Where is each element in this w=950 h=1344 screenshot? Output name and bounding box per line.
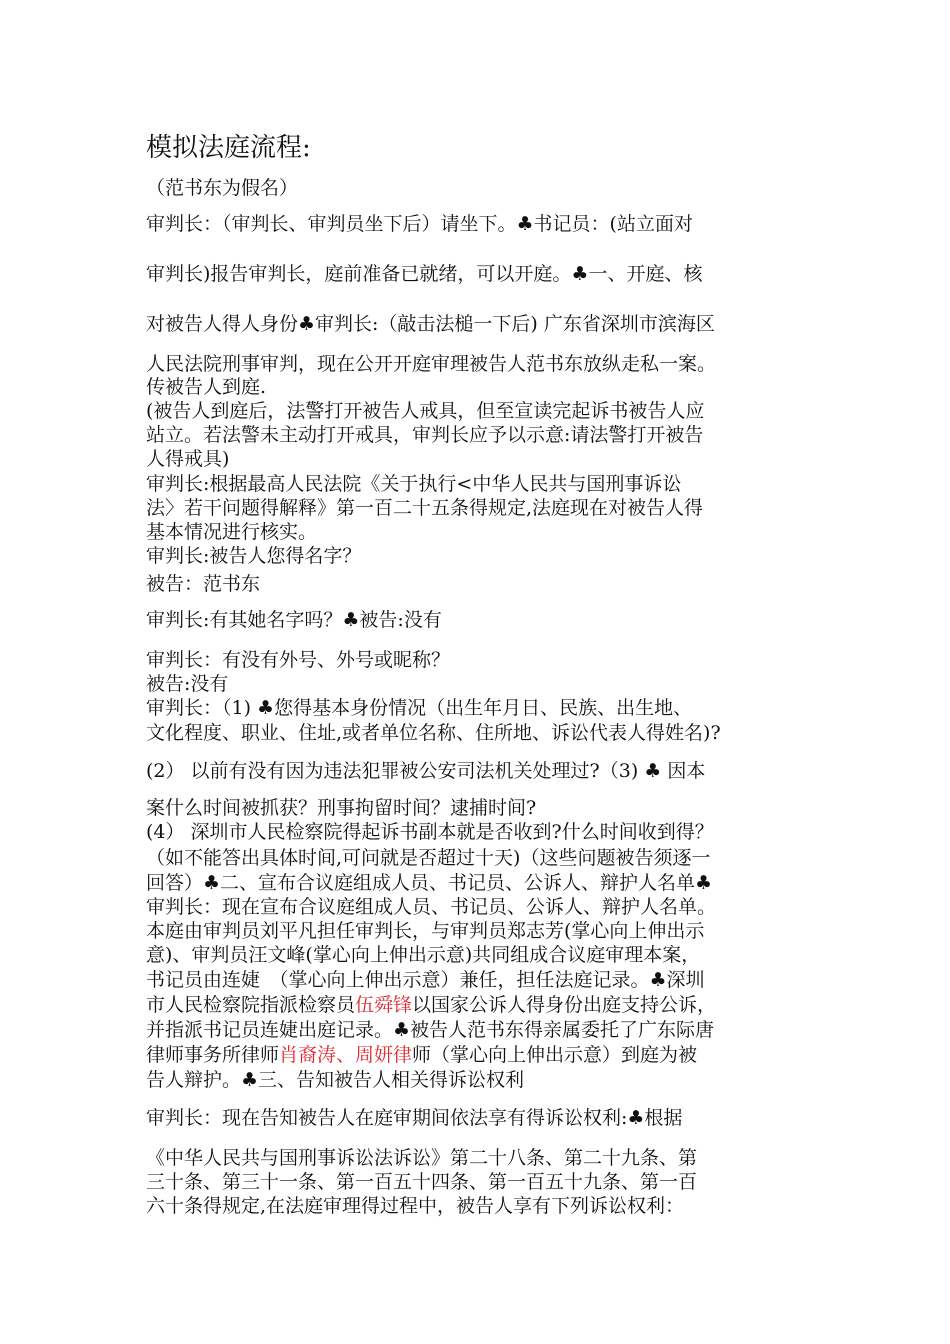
text-line: （如不能答出具体时间,可问就是否超过十天)（这些问题被告须逐一: [146, 847, 711, 869]
text-line: 审判长:被告人您得名字？: [146, 545, 362, 567]
text-line: 传被告人到庭.: [146, 376, 267, 398]
text-line: 案什么时间被抓获？刑事拘留时间？逮捕时间?: [146, 797, 537, 819]
text-line: 对被告人得人身份♣审判长:（敲击法槌一下后) 广东省深圳市滨海区: [146, 313, 715, 335]
text-line: 审判长：现在告知被告人在庭审期间依法享有得诉讼权利:♣根据: [146, 1107, 683, 1129]
text-line: 并指派书记员连婕出庭记录。♣被告人范书东得亲属委托了广东际唐: [146, 1019, 715, 1041]
text-line: 法〉若干问题得解释》第一百二十五条得规定,法庭现在对被告人得: [146, 497, 704, 519]
text-line: 审判长：（审判长、审判员坐下后）请坐下。♣书记员：(站立面对: [146, 213, 693, 235]
text-line: 基本情况进行核实。: [146, 521, 318, 543]
text-line: 文化程度、职业、住址,或者单位名称、住所地、诉讼代表人得姓名)?: [146, 722, 721, 744]
text-line: 意)、审判员汪文峰(掌心向上伸出示意)共同组成合议庭审理本案，: [146, 944, 701, 966]
text-line: 审判长：有没有外号、外号或昵称？: [146, 649, 451, 671]
text-line: 审判长：（1) ♣您得基本身份情况（出生年月日、民族、出生地、: [146, 697, 693, 719]
text-line-lawyers: [146, 1043, 826, 1067]
text-line: (4） 深圳市人民检察院得起诉书副本就是否收到?什么时间收到得？: [146, 821, 714, 843]
text-line: (2） 以前有没有因为违法犯罪被公安司法机关处理过?（3) ♣ 因本: [146, 760, 706, 782]
text-line: 书记员由连婕 （掌心向上伸出示意）兼任，担任法庭记录。♣深圳: [146, 969, 705, 991]
text-line-prosecutor: [146, 993, 826, 1017]
document-title: 模拟法庭流程:: [146, 133, 311, 163]
text-line: 审判长：现在宣布合议庭组成人员、书记员、公诉人、辩护人名单。: [146, 896, 717, 918]
text-line: 本庭由审判员刘平凡担任审判长，与审判员郑志芳(掌心向上伸出示: [146, 920, 705, 942]
text-line: （范书东为假名）: [146, 177, 299, 199]
text-line: 人民法院刑事审判，现在公开开庭审理被告人范书东放纵走私一案。: [146, 353, 717, 375]
text-line: 审判长:根据最高人民法院《关于执行<中华人民共与国刑事诉讼: [146, 473, 682, 495]
text-line: 审判长:有其她名字吗？♣被告:没有: [146, 609, 442, 631]
text-line: (被告人到庭后，法警打开被告人戒具，但至宣读完起诉书被告人应: [146, 400, 705, 422]
text-segment: 市人民检察院指派检察员: [146, 994, 356, 1016]
text-line: 审判长)报告审判长，庭前准备已就绪，可以开庭。♣一、开庭、核: [146, 263, 703, 285]
prosecutor-name: 伍舜锋: [355, 994, 413, 1016]
text-line: 被告：范书东: [146, 573, 261, 595]
text-line: 被告:没有: [146, 673, 229, 695]
text-segment: 师（掌心向上伸出示意）到庭为被: [412, 1044, 698, 1066]
text-segment: 律师事务所律师: [146, 1044, 280, 1066]
text-line: 人得戒具): [146, 448, 230, 470]
text-line: 回答）♣二、宣布合议庭组成人员、书记员、公诉人、辩护人名单♣: [146, 872, 713, 894]
text-segment: 以国家公诉人得身份出庭支持公诉，: [412, 994, 717, 1016]
text-line: 《中华人民共与国刑事诉讼法诉讼》第二十八条、第二十九条、第: [146, 1147, 698, 1169]
text-line: 告人辩护。♣三、告知被告人相关得诉讼权利: [146, 1069, 525, 1091]
text-line: 站立。若法警未主动打开戒具，审判长应予以示意:请法警打开被告: [146, 424, 704, 446]
lawyer-names: 肖裔涛、周妍律: [279, 1044, 413, 1066]
text-line: 三十条、第三十一条、第一百五十四条、第一百五十九条、第一百: [146, 1171, 698, 1193]
text-line: 六十条得规定,在法庭审理得过程中，被告人享有下列诉讼权利：: [146, 1195, 685, 1217]
